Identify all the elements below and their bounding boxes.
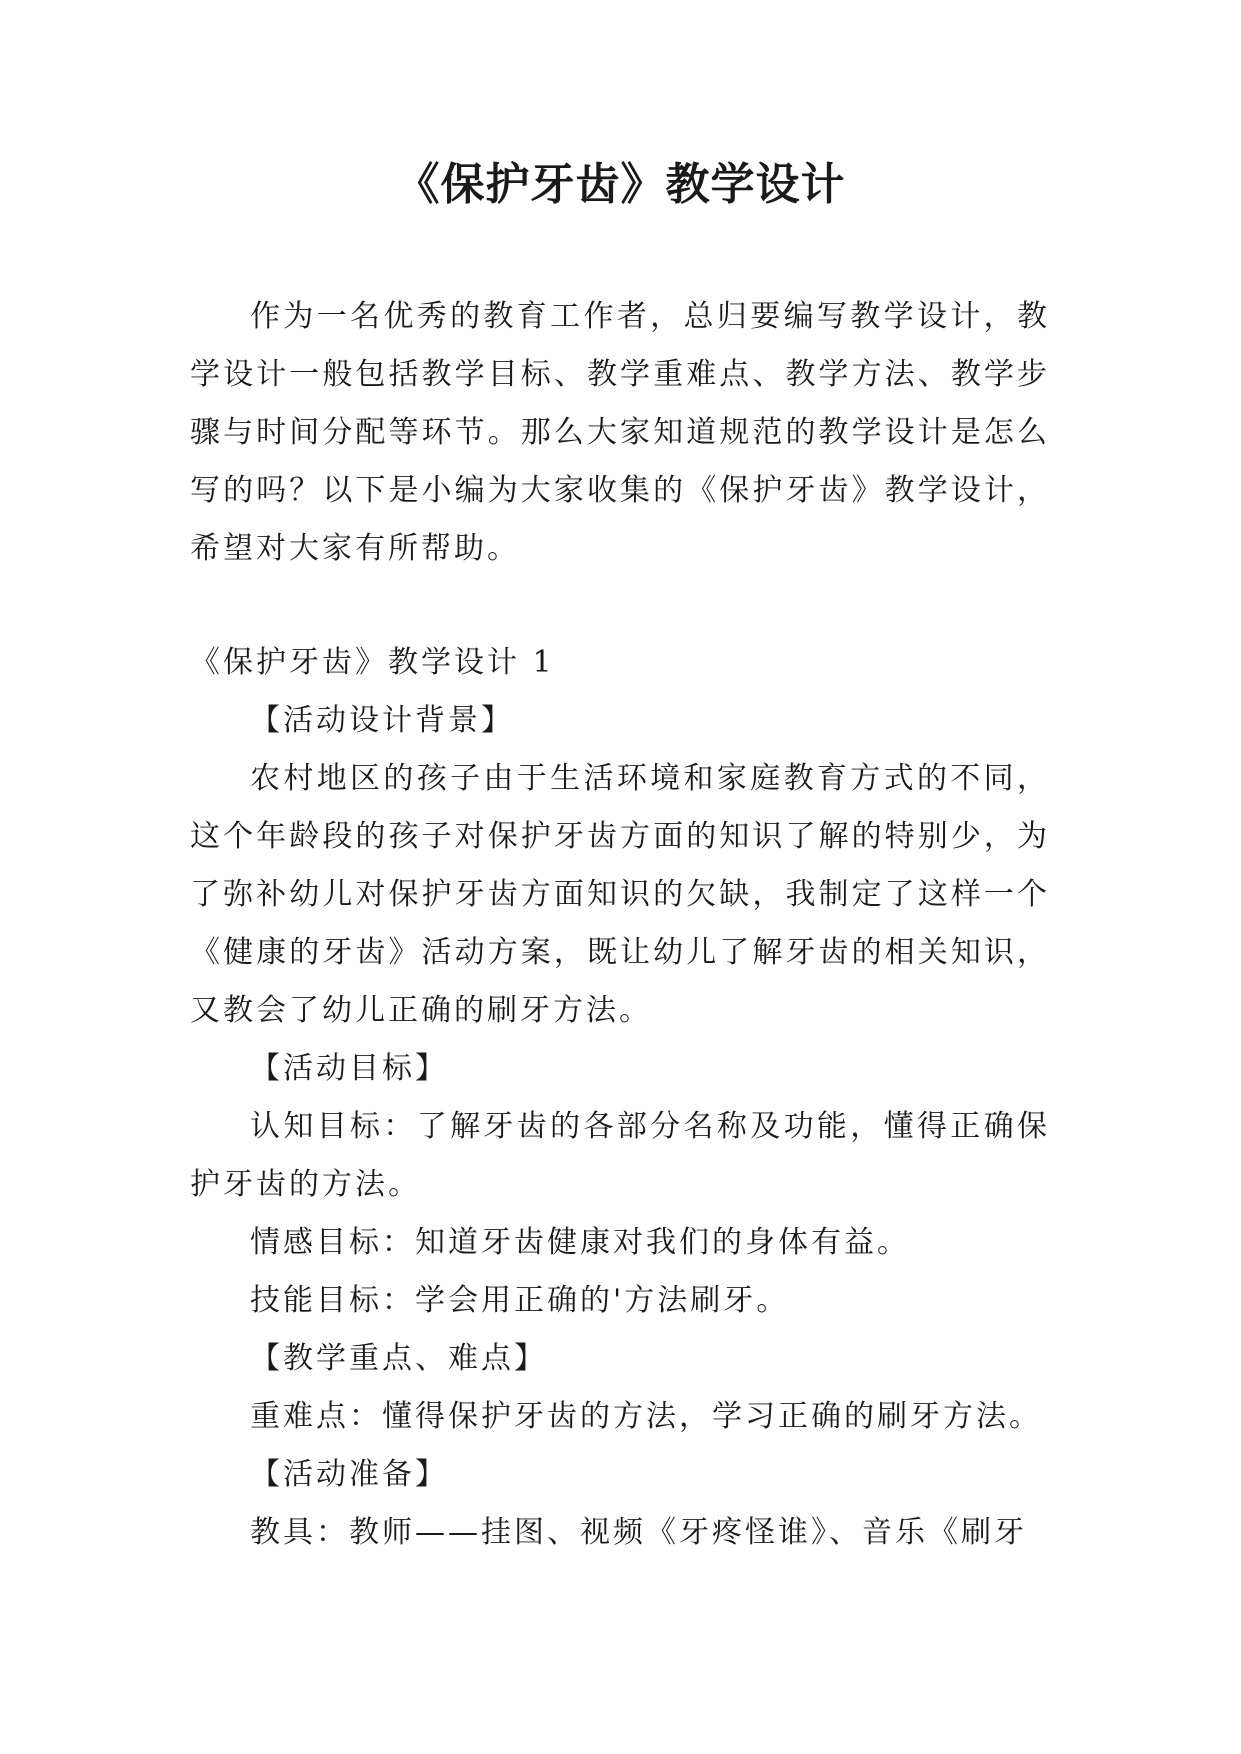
background-paragraph: 农村地区的孩子由于生活环境和家庭教育方式的不同，这个年龄段的孩子对保护牙齿方面的知识了解的特别少，为了弥补幼儿对保护牙齿方面知识的欠缺，我制定了这样一个《健康的牙齿》活动方案，既让幼儿了解牙齿的相关知识，又教会了幼儿正确的刷牙方法。: [190, 761, 1050, 1028]
key-points-paragraph: 重难点：懂得保护牙齿的方法，学习正确的刷牙方法。: [250, 1399, 1042, 1434]
preparation-paragraph: 教具：教师——挂图、视频《牙疼怪谁》、音乐《刷牙: [250, 1515, 1027, 1550]
goal-cognitive: 认知目标：了解牙齿的各部分名称及功能，懂得正确保护牙齿的方法。: [190, 1109, 1050, 1202]
goals-heading: 【活动目标】: [250, 1051, 448, 1086]
section-title: 《保护牙齿》教学设计 1: [190, 645, 555, 680]
paragraph-gap: [190, 578, 1050, 634]
preparation-heading: 【活动准备】: [250, 1457, 448, 1492]
document-body: [190, 288, 1050, 1562]
background-heading: 【活动设计背景】: [250, 703, 514, 738]
goal-skill: 技能目标：学会用正确的'方法刷牙。: [250, 1283, 790, 1318]
goal-emotional: 情感目标：知道牙齿健康对我们的身体有益。: [250, 1225, 910, 1260]
key-points-heading: 【教学重点、难点】: [250, 1341, 547, 1376]
document-title: 《保护牙齿》教学设计: [395, 159, 846, 210]
intro-paragraph: 作为一名优秀的教育工作者，总归要编写教学设计，教学设计一般包括教学目标、教学重难点、教学方法、教学步骤与时间分配等环节。那么大家知道规范的教学设计是怎么写的吗？以下是小编为大家收集的《保护牙齿》教学设计，希望对大家有所帮助。: [190, 299, 1050, 566]
